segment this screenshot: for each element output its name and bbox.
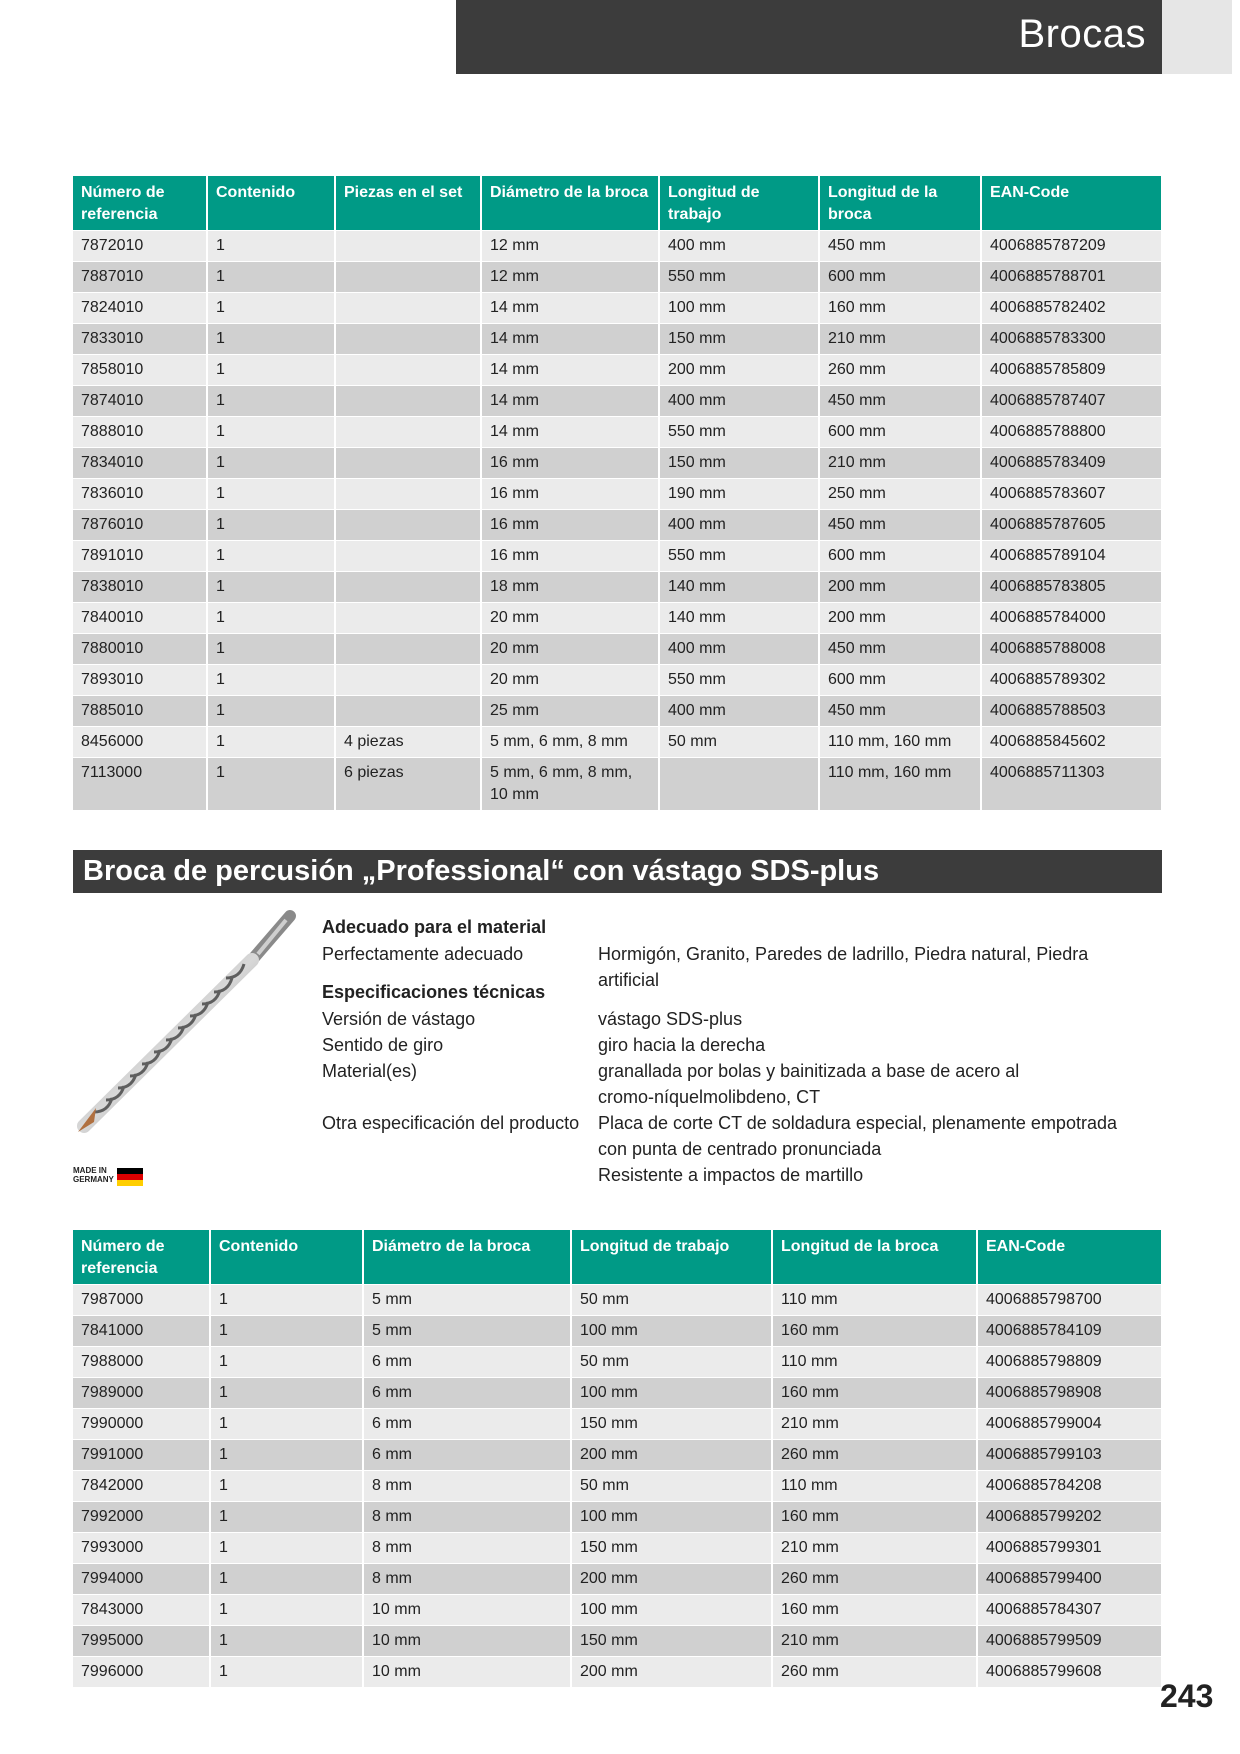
table-cell: 16 mm	[481, 510, 659, 541]
material-label: Perfectamente adecuado	[322, 944, 524, 964]
table-cell: 1	[210, 1347, 363, 1378]
table-cell: 400 mm	[659, 696, 819, 727]
table-cell: 450 mm	[819, 510, 981, 541]
table-cell	[335, 541, 481, 572]
table-cell: 450 mm	[819, 634, 981, 665]
table-cell: 1	[210, 1533, 363, 1564]
table-cell: 7113000	[73, 758, 207, 811]
table-row	[73, 231, 1162, 262]
table-cell: 1	[207, 479, 335, 510]
shank-label: Versión de vástago	[322, 1009, 476, 1029]
table-cell	[335, 696, 481, 727]
other-label: Otra especificación del producto	[322, 1113, 580, 1133]
table-cell: 550 mm	[659, 665, 819, 696]
table-cell: 160 mm	[819, 293, 981, 324]
table-cell: 260 mm	[819, 355, 981, 386]
table-cell: 7987000	[73, 1285, 210, 1316]
table-cell: 250 mm	[819, 479, 981, 510]
table-row	[73, 634, 1162, 665]
table-row	[73, 727, 1162, 758]
table-cell: 7991000	[73, 1440, 210, 1471]
table-row	[73, 1533, 1162, 1564]
table-cell: 7842000	[73, 1471, 210, 1502]
table-cell: 10 mm	[363, 1626, 571, 1657]
table-cell	[335, 262, 481, 293]
table-cell: 4006885798908	[977, 1378, 1162, 1409]
table-cell: 4006885845602	[981, 727, 1162, 758]
table-cell: 600 mm	[819, 541, 981, 572]
table-row	[73, 355, 1162, 386]
table-cell: 7988000	[73, 1347, 210, 1378]
table-cell: 100 mm	[659, 293, 819, 324]
table-cell: 600 mm	[819, 417, 981, 448]
table-cell: 1	[210, 1316, 363, 1347]
table-cell: 14 mm	[481, 417, 659, 448]
table-cell: 6 piezas	[335, 758, 481, 811]
table-cell: 7834010	[73, 448, 207, 479]
table-cell: 1	[210, 1285, 363, 1316]
table-cell	[335, 417, 481, 448]
table-cell: 8 mm	[363, 1502, 571, 1533]
table-cell: 10 mm	[363, 1657, 571, 1688]
table-cell: 7840010	[73, 603, 207, 634]
table-row	[73, 1471, 1162, 1502]
table-cell: 12 mm	[481, 262, 659, 293]
table-cell: 1	[207, 758, 335, 811]
tech-heading: Especificaciones técnicas	[322, 982, 546, 1002]
table-cell: 10 mm	[363, 1595, 571, 1626]
section-title: Broca de percusión „Professional“ con vástago SDS-plus	[83, 855, 880, 887]
table-cell: 7989000	[73, 1378, 210, 1409]
table-cell: 550 mm	[659, 262, 819, 293]
table-cell: 4006885799301	[977, 1533, 1162, 1564]
table-cell: 7843000	[73, 1595, 210, 1626]
table-cell: 1	[210, 1657, 363, 1688]
table-cell: 140 mm	[659, 603, 819, 634]
table-row	[73, 1409, 1162, 1440]
table-cell: 14 mm	[481, 293, 659, 324]
table-cell: 1	[207, 727, 335, 758]
table-cell: 4006885787209	[981, 231, 1162, 262]
table-cell: 7872010	[73, 231, 207, 262]
product-table-2	[73, 1230, 1163, 1687]
table-cell: 450 mm	[819, 386, 981, 417]
table-cell: 6 mm	[363, 1440, 571, 1471]
table-row	[73, 1285, 1162, 1316]
table-cell: 160 mm	[772, 1502, 977, 1533]
column-header: Número de referencia	[73, 1230, 210, 1285]
table-cell: 4006885798700	[977, 1285, 1162, 1316]
table-cell: 110 mm	[772, 1285, 977, 1316]
table-cell: 150 mm	[571, 1626, 772, 1657]
table-cell: 550 mm	[659, 541, 819, 572]
material-value: Hormigón, Granito, Paredes de ladrillo, Piedra natural, Piedra artificial	[598, 944, 1089, 990]
table-cell: 1	[207, 572, 335, 603]
table-cell: 110 mm	[772, 1471, 977, 1502]
table-cell: 7992000	[73, 1502, 210, 1533]
table-cell: 550 mm	[659, 417, 819, 448]
table-row	[73, 1626, 1162, 1657]
table-cell: 4006885787605	[981, 510, 1162, 541]
column-header: Longitud de la broca	[819, 176, 981, 231]
table-cell: 5 mm	[363, 1316, 571, 1347]
table-cell: 4006885799509	[977, 1626, 1162, 1657]
table-cell: 4 piezas	[335, 727, 481, 758]
table-cell: 1	[210, 1595, 363, 1626]
table-cell: 1	[210, 1471, 363, 1502]
table-cell: 4006885783300	[981, 324, 1162, 355]
table-cell: 150 mm	[571, 1533, 772, 1564]
table-cell	[659, 758, 819, 811]
table-row	[73, 448, 1162, 479]
table-cell: 7887010	[73, 262, 207, 293]
table-cell: 5 mm, 6 mm, 8 mm	[481, 727, 659, 758]
table-cell: 18 mm	[481, 572, 659, 603]
table-cell	[335, 479, 481, 510]
column-header: Piezas en el set	[335, 176, 481, 231]
table-cell: 100 mm	[571, 1316, 772, 1347]
table-cell: 4006885798809	[977, 1347, 1162, 1378]
table-row	[73, 417, 1162, 448]
table-cell: 110 mm	[772, 1347, 977, 1378]
table-cell: 1	[210, 1564, 363, 1595]
table-cell: 1	[207, 262, 335, 293]
table-cell: 50 mm	[571, 1347, 772, 1378]
table-cell: 25 mm	[481, 696, 659, 727]
table-cell: 1	[207, 324, 335, 355]
table-cell: 7838010	[73, 572, 207, 603]
page-number: 243	[1160, 1678, 1214, 1714]
table-row	[73, 262, 1162, 293]
table-cell	[335, 324, 481, 355]
table-row	[73, 1316, 1162, 1347]
table-row	[73, 696, 1162, 727]
table-row	[73, 510, 1162, 541]
table-cell: 16 mm	[481, 448, 659, 479]
table-cell	[335, 386, 481, 417]
table-cell: 7858010	[73, 355, 207, 386]
table-cell: 100 mm	[571, 1502, 772, 1533]
table-cell: 4006885783409	[981, 448, 1162, 479]
table-cell: 4006885788800	[981, 417, 1162, 448]
table-cell: 210 mm	[772, 1626, 977, 1657]
table-cell: 600 mm	[819, 665, 981, 696]
germany-flag-icon	[117, 1168, 143, 1186]
table-cell: 450 mm	[819, 231, 981, 262]
column-header: EAN-Code	[977, 1230, 1162, 1285]
column-header: Longitud de la broca	[772, 1230, 977, 1285]
table-cell: 110 mm, 160 mm	[819, 758, 981, 811]
table-cell: 7885010	[73, 696, 207, 727]
table-row	[73, 479, 1162, 510]
table-cell: 20 mm	[481, 665, 659, 696]
table-cell: 6 mm	[363, 1347, 571, 1378]
table-cell: 1	[210, 1440, 363, 1471]
table-cell: 4006885788503	[981, 696, 1162, 727]
table-cell	[335, 448, 481, 479]
table-cell	[335, 572, 481, 603]
table-cell: 160 mm	[772, 1378, 977, 1409]
table-row	[73, 1347, 1162, 1378]
table-cell: 600 mm	[819, 262, 981, 293]
table-row	[73, 1440, 1162, 1471]
table-cell: 1	[207, 355, 335, 386]
table-row	[73, 1657, 1162, 1688]
table-cell: 8 mm	[363, 1533, 571, 1564]
table-cell: 16 mm	[481, 541, 659, 572]
table-cell: 200 mm	[659, 355, 819, 386]
table-cell: 20 mm	[481, 603, 659, 634]
table-cell: 4006885789302	[981, 665, 1162, 696]
column-header: Diámetro de la broca	[363, 1230, 571, 1285]
table-cell: 260 mm	[772, 1564, 977, 1595]
table-row	[73, 1502, 1162, 1533]
section-title-bar	[73, 850, 1162, 893]
table-cell	[335, 634, 481, 665]
table-cell: 210 mm	[819, 448, 981, 479]
table-cell: 400 mm	[659, 386, 819, 417]
column-header: Longitud de trabajo	[659, 176, 819, 231]
table-cell	[335, 355, 481, 386]
table-cell: 7996000	[73, 1657, 210, 1688]
table-cell: 1	[207, 231, 335, 262]
table-cell: 200 mm	[571, 1564, 772, 1595]
table-cell: 14 mm	[481, 355, 659, 386]
table-cell: 210 mm	[819, 324, 981, 355]
table-row	[73, 572, 1162, 603]
table-cell: 50 mm	[659, 727, 819, 758]
table-cell: 1	[207, 696, 335, 727]
table-cell: 190 mm	[659, 479, 819, 510]
column-header: Diámetro de la broca	[481, 176, 659, 231]
table-cell: 4006885799202	[977, 1502, 1162, 1533]
material2-label: Material(es)	[322, 1061, 418, 1081]
table-cell	[335, 510, 481, 541]
table-cell: 50 mm	[571, 1471, 772, 1502]
table-cell: 1	[207, 386, 335, 417]
table-cell: 4006885787407	[981, 386, 1162, 417]
table-cell	[335, 231, 481, 262]
table-cell: 160 mm	[772, 1595, 977, 1626]
table-cell: 1	[207, 634, 335, 665]
rotation-label: Sentido de giro	[322, 1035, 444, 1055]
table-cell: 7994000	[73, 1564, 210, 1595]
table-cell: 4006885784000	[981, 603, 1162, 634]
table-cell: 14 mm	[481, 324, 659, 355]
table-cell: 400 mm	[659, 231, 819, 262]
made-in-germany-badge	[73, 1166, 143, 1188]
table-row	[73, 758, 1162, 811]
table-cell: 1	[207, 417, 335, 448]
table-cell: 4006885799400	[977, 1564, 1162, 1595]
column-header: Longitud de trabajo	[571, 1230, 772, 1285]
table-cell: 450 mm	[819, 696, 981, 727]
table-row	[73, 541, 1162, 572]
table-cell: 7833010	[73, 324, 207, 355]
column-header: EAN-Code	[981, 176, 1162, 231]
table-cell: 210 mm	[772, 1533, 977, 1564]
table-cell: 4006885784307	[977, 1595, 1162, 1626]
table-cell: 1	[207, 510, 335, 541]
table-cell: 6 mm	[363, 1378, 571, 1409]
table-cell: 5 mm, 6 mm, 8 mm, 10 mm	[481, 758, 659, 811]
table-cell: 160 mm	[772, 1316, 977, 1347]
table-cell: 200 mm	[571, 1440, 772, 1471]
table-cell: 4006885783607	[981, 479, 1162, 510]
drill-bit-image	[72, 908, 302, 1138]
page-header	[456, 0, 1162, 74]
table-cell: 1	[210, 1502, 363, 1533]
table-cell: 140 mm	[659, 572, 819, 603]
table-cell: 150 mm	[571, 1409, 772, 1440]
table-cell: 12 mm	[481, 231, 659, 262]
table-row	[73, 386, 1162, 417]
table-cell: 4006885711303	[981, 758, 1162, 811]
table-cell	[335, 665, 481, 696]
table-cell: 1	[207, 448, 335, 479]
other-value-2: Resistente a impactos de martillo	[598, 1165, 864, 1185]
table-cell: 150 mm	[659, 448, 819, 479]
other-value-1: Placa de corte CT de soldadura especial, plenamente empotrada con punta de centrado pronunciada	[598, 1113, 1117, 1159]
table-cell: 4006885788701	[981, 262, 1162, 293]
material2-value: granallada por bolas y bainitizada a base de acero al cromo-níquelmolibdeno, CT	[598, 1061, 1020, 1107]
column-header: Contenido	[210, 1230, 363, 1285]
table-row	[73, 665, 1162, 696]
table-cell: 7995000	[73, 1626, 210, 1657]
table-cell: 1	[207, 603, 335, 634]
table-cell: 7893010	[73, 665, 207, 696]
table-cell: 7880010	[73, 634, 207, 665]
table-cell: 200 mm	[571, 1657, 772, 1688]
product-table-1	[73, 176, 1163, 810]
table-cell: 400 mm	[659, 510, 819, 541]
rotation-value: giro hacia la derecha	[598, 1035, 766, 1055]
table-cell: 7990000	[73, 1409, 210, 1440]
header-tab	[1162, 0, 1232, 74]
table-cell: 260 mm	[772, 1657, 977, 1688]
table-cell: 4006885784109	[977, 1316, 1162, 1347]
table-cell: 4006885789104	[981, 541, 1162, 572]
table-cell: 4006885799103	[977, 1440, 1162, 1471]
table-cell: 20 mm	[481, 634, 659, 665]
table-row	[73, 1378, 1162, 1409]
table-cell: 1	[210, 1378, 363, 1409]
table-cell: 200 mm	[819, 572, 981, 603]
table-cell: 400 mm	[659, 634, 819, 665]
table-cell	[335, 293, 481, 324]
table-cell: 5 mm	[363, 1285, 571, 1316]
table-cell: 7891010	[73, 541, 207, 572]
table-row	[73, 293, 1162, 324]
table-cell: 4006885784208	[977, 1471, 1162, 1502]
table-cell: 260 mm	[772, 1440, 977, 1471]
table-row	[73, 324, 1162, 355]
table-cell: 4006885782402	[981, 293, 1162, 324]
table-cell: 1	[210, 1409, 363, 1440]
table-cell: 4006885785809	[981, 355, 1162, 386]
table-cell: 4006885799608	[977, 1657, 1162, 1688]
table-cell: 7824010	[73, 293, 207, 324]
table-cell: 7841000	[73, 1316, 210, 1347]
table-cell: 110 mm, 160 mm	[819, 727, 981, 758]
table-cell: 1	[207, 665, 335, 696]
column-header: Número de referencia	[73, 176, 207, 231]
table-cell: 6 mm	[363, 1409, 571, 1440]
table-cell: 8 mm	[363, 1471, 571, 1502]
table-cell: 14 mm	[481, 386, 659, 417]
table-cell: 1	[207, 293, 335, 324]
page-title: Brocas	[1018, 12, 1146, 56]
table-row	[73, 1564, 1162, 1595]
table-cell: 16 mm	[481, 479, 659, 510]
table-cell: 1	[207, 541, 335, 572]
table-cell: 8456000	[73, 727, 207, 758]
table-cell: 7993000	[73, 1533, 210, 1564]
table-cell: 7874010	[73, 386, 207, 417]
material-heading: Adecuado para el material	[322, 917, 547, 937]
table-cell: 7836010	[73, 479, 207, 510]
table-cell	[335, 603, 481, 634]
table-cell: 4006885783805	[981, 572, 1162, 603]
table-cell: 150 mm	[659, 324, 819, 355]
table-row	[73, 603, 1162, 634]
made-in-text: MADE IN GERMANY	[73, 1166, 114, 1184]
table-cell: 7888010	[73, 417, 207, 448]
table-cell: 210 mm	[772, 1409, 977, 1440]
table-cell: 200 mm	[819, 603, 981, 634]
table-cell: 50 mm	[571, 1285, 772, 1316]
shank-value: vástago SDS-plus	[598, 1009, 743, 1029]
table-cell: 1	[210, 1626, 363, 1657]
table-cell: 7876010	[73, 510, 207, 541]
table-row	[73, 1595, 1162, 1626]
column-header: Contenido	[207, 176, 335, 231]
table-cell: 100 mm	[571, 1378, 772, 1409]
table-cell: 4006885799004	[977, 1409, 1162, 1440]
table-cell: 8 mm	[363, 1564, 571, 1595]
table-cell: 100 mm	[571, 1595, 772, 1626]
table-cell: 4006885788008	[981, 634, 1162, 665]
